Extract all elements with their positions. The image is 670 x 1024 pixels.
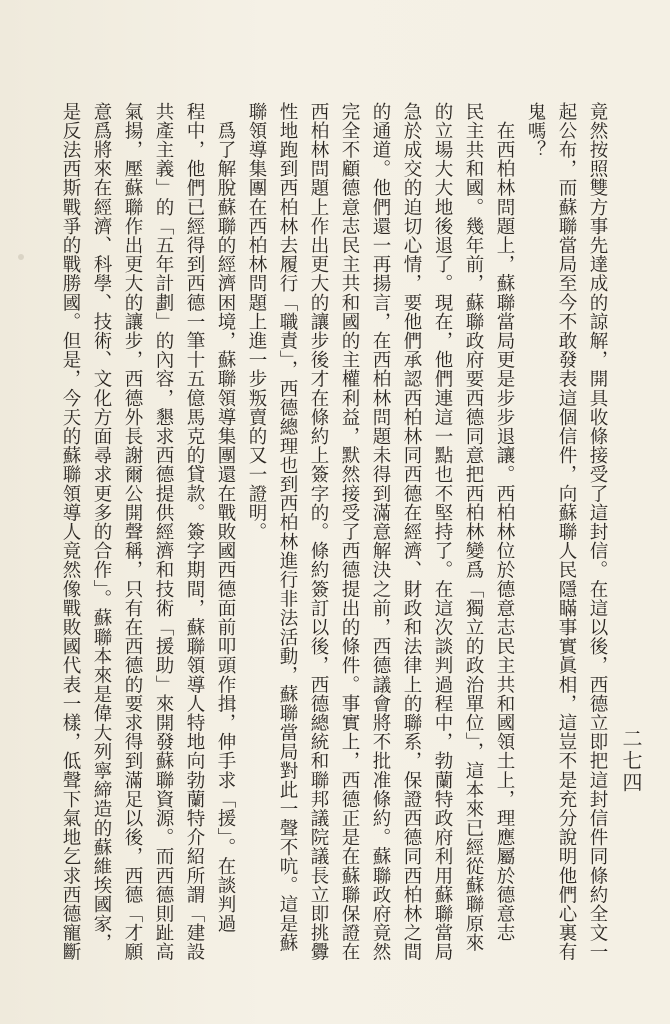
text-column-4: 在西柏林問題上，蘇聯當局更是步步退讓。西柏林位於德意志民主共和國領土上，理應屬於德意志 bbox=[494, 102, 515, 943]
text-column-6: 的立場大大地後退了。現在，他們連這一點也不堅持了。在這次談判過程中，勃蘭特政府利用蘇聯當局 bbox=[432, 102, 453, 962]
text-column-11: 性地跑到西柏林去履行「職責」，西德總理也到西柏林進行非法活動，蘇聯當局對此一聲不吭。這是蘇 bbox=[277, 102, 298, 953]
text-column-8: 的通道。他們還一再揚言，在西柏林問題未得到滿意解決之前，西德議會將不批准條約。蘇聯政府竟然 bbox=[370, 102, 391, 962]
page-number: 二七四 bbox=[619, 728, 643, 794]
text-column-16: 氣揚，壓蘇聯作出更大的讓步，西德外長謝爾公開聲稱，只有在西德的要求得到滿足以後，西德「才願 bbox=[122, 102, 143, 962]
text-column-13: 爲了解脫蘇聯的經濟困境，蘇聯領導集團還在戰敗國西德面前叩頭作揖，伸手求「援」。在談判過 bbox=[215, 102, 236, 934]
text-column-7: 急於成交的迫切心情，要他們承認西柏林同西德在經濟、財政和法律上的聯系，保證西德同西柏林之間 bbox=[401, 102, 422, 962]
text-column-10: 西柏林問題上作出更大的讓步後才在條約上簽字的。條約簽訂以後，西德總統和聯邦議院議長立即挑釁 bbox=[308, 102, 329, 962]
text-column-5: 民主共和國。幾年前，蘇聯政府要西德同意把西柏林變爲「獨立的政治單位」，這本來已經從蘇聯原來 bbox=[463, 102, 484, 953]
text-column-12: 聯領導集團在西柏林問題上進一步叛賣的又一證明。 bbox=[246, 102, 267, 542]
text-column-18: 是反法西斯戰爭的戰勝國。但是，今天的蘇聯領導人竟然像戰敗國代表一樣，低聲下氣地乞求西德寵斷 bbox=[60, 102, 81, 962]
text-column-15: 共產主義」的「五年計劃」的內容，懇求西德提供經濟和技術「援助」來開發蘇聯資源。而西德則趾高 bbox=[153, 102, 174, 962]
text-column-14: 程中，他們已經得到西德一筆十五億馬克的貸款。簽字期間，蘇聯領導人特地向勃蘭特介紹所謂「建設 bbox=[184, 102, 205, 962]
text-column-3: 鬼嗎？ bbox=[525, 102, 546, 160]
paper-speck bbox=[18, 254, 24, 260]
text-column-17: 意爲將來在經濟、科學、技術、文化方面尋求更多的合作」。蘇聯本來是偉大列寧締造的蘇維埃國家， bbox=[91, 102, 112, 953]
text-column-2: 起公布，而蘇聯當局至今不敢發表這個信件，向蘇聯人民隱瞞事實眞相，這豈不是充分說明他們心裏有 bbox=[556, 102, 577, 962]
text-column-9: 完全不顧德意志民主共和國的主權利益，默然接受了西德提出的條件。事實上，西德正是在蘇聯保證在 bbox=[339, 102, 360, 962]
text-column-1: 竟然按照雙方事先達成的諒解，開具收條接受了這封信。在這以後，西德立即把這封信件同條約全文一 bbox=[587, 102, 608, 962]
